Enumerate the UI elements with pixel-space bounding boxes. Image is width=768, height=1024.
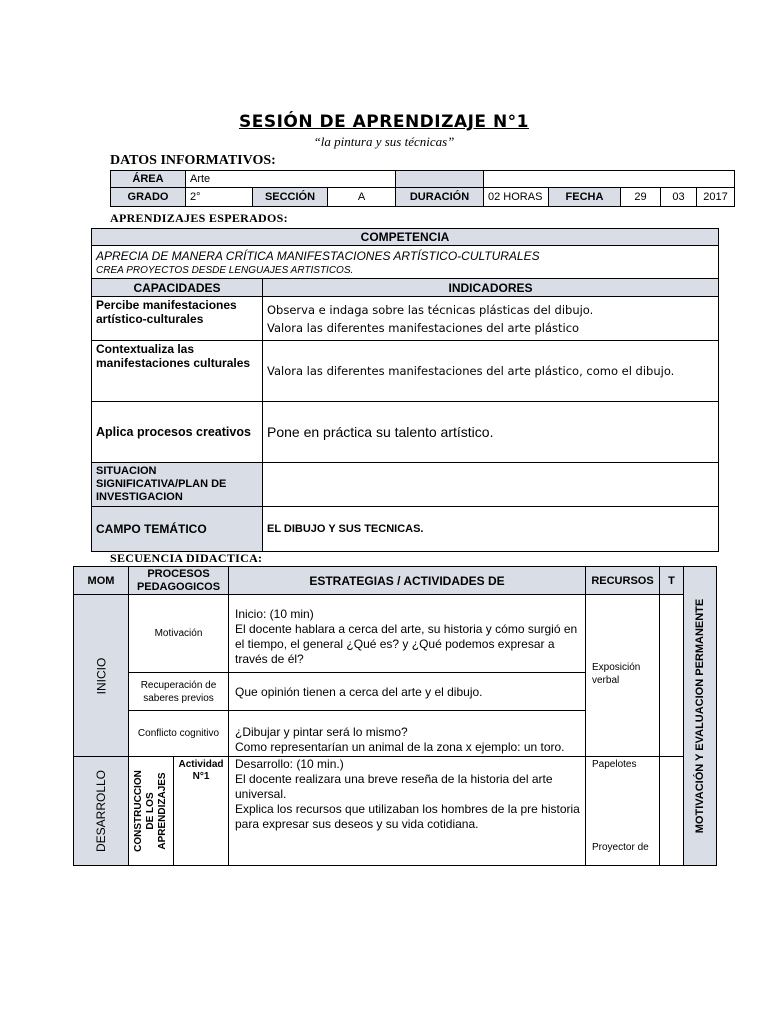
- inicio-mom: INICIO: [93, 657, 108, 694]
- conflicto-line2: Como representarían un animal de la zona x ejemplo: un toro.: [235, 740, 565, 754]
- indicador-3: Pone en práctica su talento artístico.: [262, 401, 719, 463]
- duracion-value: 02 HORAS: [483, 187, 549, 207]
- aprendizajes-heading: APRENDIZAJES ESPERADOS:: [110, 211, 288, 225]
- col-mom: MOM: [73, 566, 129, 595]
- fecha-label: FECHA: [548, 187, 621, 207]
- area-blank-gray: [395, 170, 484, 188]
- recuperacion-label: Recuperación de saberes previos: [128, 672, 229, 711]
- indicador-1-line2: Valora las diferentes manifestaciones del arte plástico: [267, 320, 580, 335]
- seccion-label: SECCIÓN: [252, 187, 328, 207]
- fecha-month: 03: [660, 187, 697, 207]
- competencia-label: COMPETENCIA: [91, 228, 719, 246]
- motivacion-line2: El docente hablara a cerca del arte, su historia y cómo surgió en el tiempo, el general ¿Qué es? y ¿Qué podemos expresar a través de él?: [235, 622, 578, 666]
- area-blank: [483, 170, 735, 188]
- situacion-value: [262, 462, 719, 507]
- side-label-cell: [683, 566, 717, 866]
- secuencia-heading: SECUENCIA DIDACTICA:: [110, 551, 263, 565]
- side-label: MOTIVACIÓN Y EVALUACION PERMANENTE: [694, 598, 707, 834]
- desarrollo-mom: DESARROLLO: [94, 769, 108, 853]
- competencia-box: [91, 245, 719, 279]
- col-procesos: PROCESOS PEDAGOGICOS: [128, 566, 229, 595]
- area-label: ÁREA: [110, 170, 186, 188]
- campo-value: EL DIBUJO Y SUS TECNICAS.: [262, 506, 719, 552]
- competencia-line1: APRECIA DE MANERA CRÍTICA MANIFESTACIONES ARTÍSTICO-CULTURALES: [96, 248, 540, 263]
- conflicto-line1: ¿Dibujar y pintar será lo mismo?: [235, 725, 408, 739]
- page-subtitle: “la pintura y sus técnicas”: [313, 134, 455, 149]
- page-title: SESIÓN DE APRENDIZAJE N°1: [238, 112, 530, 132]
- desarrollo-mom-cell: [73, 756, 129, 866]
- inicio-t: [659, 594, 684, 757]
- campo-label: CAMPO TEMÁTICO: [91, 506, 263, 552]
- capacidades-label: CAPACIDADES: [91, 278, 263, 297]
- competencia-line2: CREA PROYECTOS DESDE LENGUAJES ARTISTICOS.: [96, 264, 354, 276]
- desarrollo-text: [228, 756, 586, 866]
- motivacion-label: Motivación: [128, 594, 229, 673]
- capacidad-3: Aplica procesos creativos: [91, 401, 263, 463]
- duracion-label: DURACIÓN: [395, 187, 484, 207]
- inicio-mom-cell: [73, 594, 129, 757]
- col-recursos: RECURSOS: [585, 566, 660, 595]
- indicador-1: [262, 296, 719, 341]
- recuperacion-text: Que opinión tienen a cerca del arte y el dibujo.: [228, 672, 586, 711]
- capacidad-2: Contextualiza las manifestaciones culturales: [91, 340, 263, 402]
- situacion-label: SITUACION SIGNIFICATIVA/PLAN DE INVESTIGACION: [91, 462, 263, 507]
- capacidad-1: Percibe manifestaciones artístico-culturales: [91, 296, 263, 341]
- desarrollo-proceso: CONSTRUCCION DE LOS APRENDIZAJES: [133, 770, 169, 852]
- indicadores-label: INDICADORES: [262, 278, 719, 297]
- fecha-year: 2017: [696, 187, 735, 207]
- desarrollo-recurso1: Papelotes: [592, 759, 637, 770]
- desarrollo-line2: El docente realizara una breve reseña de la historia del arte universal.: [235, 772, 553, 801]
- area-value: Arte: [185, 170, 396, 188]
- seccion-value: A: [327, 187, 396, 207]
- fecha-day: 29: [620, 187, 661, 207]
- conflicto-label: Conflicto cognitivo: [128, 710, 229, 757]
- indicador-2: Valora las diferentes manifestaciones del arte plástico, como el dibujo.: [262, 340, 719, 402]
- col-t: T: [659, 566, 684, 595]
- desarrollo-line3: Explica los recursos que utilizaban los hombres de la pre historia para expresar sus deseos y su vida cotidiana.: [235, 802, 580, 831]
- desarrollo-recursos: [585, 756, 660, 866]
- desarrollo-line1: Desarrollo: (10 min.): [235, 757, 344, 771]
- col-estrategias: ESTRATEGIAS / ACTIVIDADES DE: [228, 566, 586, 595]
- motivacion-line1: Inicio: (10 min): [235, 607, 314, 621]
- desarrollo-t: [659, 756, 684, 866]
- grado-label: GRADO: [110, 187, 186, 207]
- desarrollo-recurso2: Proyector de: [592, 842, 649, 853]
- motivacion-text: [228, 594, 586, 673]
- conflicto-text: [228, 710, 586, 757]
- desarrollo-proceso-cell: [128, 756, 174, 866]
- datos-heading: DATOS INFORMATIVOS:: [110, 153, 276, 168]
- actividad-label: Actividad N°1: [173, 756, 229, 866]
- grado-value: 2°: [185, 187, 253, 207]
- inicio-recurso: Exposición verbal: [585, 594, 660, 757]
- indicador-1-line1: Observa e indaga sobre las técnicas plásticas del dibujo.: [267, 302, 594, 317]
